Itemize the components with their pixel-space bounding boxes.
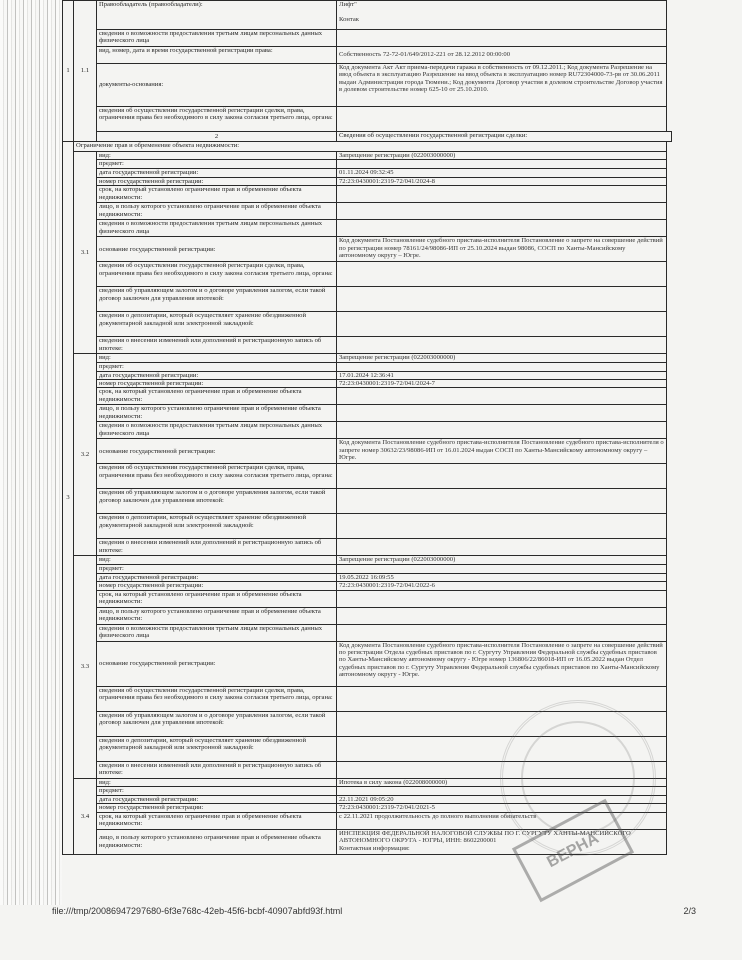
page-number: 2/3 xyxy=(683,906,696,916)
field-label: сведения об управляющем залогом и о договоре управления залогом, если такой договор заключен для управления ипотекой: xyxy=(97,489,337,514)
section-number: 2 xyxy=(97,132,337,142)
field-label: дата государственной регистрации: xyxy=(97,796,337,804)
verified-copy-stamp: ВЕРНА xyxy=(512,799,634,903)
field-label: сведения о возможности предоставления третьим лицам персональных данных физического лица xyxy=(97,624,337,641)
field-value xyxy=(337,489,667,514)
field-label: сведения о депозитарии, который осуществляет хранение обездвиженной документарной закладной или электронной закладной: xyxy=(97,514,337,539)
field-value xyxy=(337,388,667,405)
field-value xyxy=(337,287,667,312)
field-label: лицо, в пользу которого установлено ограничение прав и обременение объекта недвижимости: xyxy=(97,829,337,854)
field-label: сведения о возможности предоставления третьим лицам персональных данных физического лица xyxy=(97,422,337,439)
field-value xyxy=(337,312,667,337)
field-value: Лифт" Контак xyxy=(337,1,667,30)
field-label: сведения о возможности предоставления третьим лицам персональных данных физического лица xyxy=(97,220,337,237)
field-value: Запрещение регистрации (022003000000) xyxy=(337,556,667,564)
field-value xyxy=(337,564,667,573)
field-value: Код документа Акт Акт приема-передачи гаража в собственность от 09.12.2011.; Код документа Разрешение на ввод объекта в эксплуатацию Разрешение на ввод объекта в эксплуатацию номер RU72304000-73-рв от 30.06.2011 выдан Администрация города Тюмени.; Код документа Договор участия в долевом строительстве Договор участия в долевом строительстве номер 625-10 от 25.10.2010. xyxy=(337,64,667,107)
field-value: Ипотека в силу закона (022008000000) xyxy=(337,778,667,786)
field-value xyxy=(337,160,667,169)
field-label: предмет: xyxy=(97,362,337,371)
table-row xyxy=(63,47,672,64)
field-value: Собственность 72-72-01/649/2012-221 от 28.12.2012 00:00:00 xyxy=(337,47,667,64)
field-value: Запрещение регистрации (022003000000) xyxy=(337,152,667,160)
field-value xyxy=(337,405,667,422)
field-label: вид: xyxy=(97,778,337,786)
table-row xyxy=(63,30,672,47)
row-number: 3.4 xyxy=(74,778,97,854)
field-value: Код документа Постановление судебного пристава-исполнителя Постановление о запрете на совершение действий по регистрации номер 78161/24/98086-ИП от 25.10.2024 выдан 98086, СОСП по Ханты-Мансийскому автономному округу – Югре. xyxy=(337,237,667,262)
row-number: 3.1 xyxy=(74,152,97,354)
field-label: сведения об осуществлении государственной регистрации сделки, права, ограничения права без необходимого в силу закона согласия третьего лица, органа: xyxy=(97,262,337,287)
field-value xyxy=(337,686,667,711)
field-value xyxy=(337,220,667,237)
field-label: предмет: xyxy=(97,160,337,169)
table-row xyxy=(63,142,672,152)
field-label: вид: xyxy=(97,556,337,564)
field-value xyxy=(337,186,667,203)
field-value: 72:23:0430001:2319-72/041/2024-7 xyxy=(337,380,667,388)
table-row xyxy=(63,132,672,142)
field-value xyxy=(337,624,667,641)
field-label: сведения о депозитарии, который осуществляет хранение обездвиженной документарной закладной или электронной закладной: xyxy=(97,736,337,761)
field-label: сведения о депозитарии, который осуществляет хранение обездвиженной документарной закладной или электронной закладной: xyxy=(97,312,337,337)
field-value xyxy=(337,464,667,489)
field-label: документы-основания: xyxy=(97,64,337,107)
field-label: основание государственной регистрации: xyxy=(97,439,337,464)
field-label: сведения об осуществлении государственной регистрации сделки, права, ограничения права без необходимого в силу закона согласия третьего лица, органа: xyxy=(97,464,337,489)
field-label: срок, на который установлено ограничение прав и обременение объекта недвижимости: xyxy=(97,388,337,405)
field-label: вид, номер, дата и время государственной регистрации права: xyxy=(97,47,337,64)
field-label: вид: xyxy=(97,152,337,160)
field-value: Код документа Постановление судебного пристава-исполнителя Постановление судебного пристава-исполнителя о запрете номер 30632/23/98086-ИП от 16.01.2024 выдан СОСП по Ханты-Мансийскому автономному округу – Югре. xyxy=(337,439,667,464)
field-value: с 22.11.2021 продолжительность до полного выполнения обязательств xyxy=(337,812,667,829)
table-row xyxy=(63,64,672,107)
field-label: лицо, в пользу которого установлено ограничение прав и обременение объекта недвижимости: xyxy=(97,203,337,220)
section-heading: Ограничение прав и обременение объекта недвижимости: xyxy=(74,142,667,152)
scan-margin-artifact xyxy=(0,0,62,905)
field-label: сведения об осуществлении государственной регистрации сделки, права, ограничения права без необходимого в силу закона согласия третьего лица, органа: xyxy=(97,107,337,132)
field-label: сведения о внесении изменений или дополнений в регистрационную запись об ипотеке: xyxy=(97,337,337,354)
field-value xyxy=(337,262,667,287)
field-value: Код документа Постановление судебного пристава-исполнителя Постановление о запрете на совершение действий по регистрации Отдела судебных приставов по г. Сургуту Управления Федеральной службы судебных приставов по Ханты-Мансийскому автономному округу - Югре номер 136806/22/86018-ИП от 16.05.2022 выдан Отдел судебных приставов по г. Сургуту Управления Федеральной службы судебных приставов по Ханты-Мансийскому автономному округу - Югре. xyxy=(337,641,667,686)
field-label: дата государственной регистрации: xyxy=(97,169,337,177)
field-label: номер государственной регистрации: xyxy=(97,804,337,812)
field-value: ИНСПЕКЦИЯ ФЕДЕРАЛЬНОЙ НАЛОГОВОЙ СЛУЖБЫ ПО Г. СУРГУТУ ХАНТЫ-МАНСИЙСКОГО АВТОНОМНОГО ОКРУГА - ЮГРЫ, ИНН: 8602200001 Контактная информация: xyxy=(337,829,667,854)
field-label: сведения об управляющем залогом и о договоре управления залогом, если такой договор заключен для управления ипотекой: xyxy=(97,287,337,312)
field-label: номер государственной регистрации: xyxy=(97,380,337,388)
field-label: лицо, в пользу которого установлено ограничение прав и обременение объекта недвижимости: xyxy=(97,405,337,422)
field-value: 22.11.2021 09:05:20 xyxy=(337,796,667,804)
row-number: 1.1 xyxy=(74,1,97,142)
field-label: срок, на который установлено ограничение прав и обременение объекта недвижимости: xyxy=(97,186,337,203)
field-label: сведения об управляющем залогом и о договоре управления залогом, если такой договор заключен для управления ипотекой: xyxy=(97,711,337,736)
table-row xyxy=(63,107,672,132)
field-value xyxy=(337,337,667,354)
field-value: Запрещение регистрации (022003000000) xyxy=(337,354,667,362)
field-label: номер государственной регистрации: xyxy=(97,582,337,590)
field-label: дата государственной регистрации: xyxy=(97,573,337,581)
section-number: 3 xyxy=(63,142,74,855)
field-label: лицо, в пользу которого установлено ограничение прав и обременение объекта недвижимости: xyxy=(97,607,337,624)
field-label: предмет: xyxy=(97,787,337,796)
field-label: основание государственной регистрации: xyxy=(97,641,337,686)
field-label: сведения о внесении изменений или дополнений в регистрационную запись об ипотеке: xyxy=(97,539,337,556)
field-value xyxy=(337,607,667,624)
field-label: номер государственной регистрации: xyxy=(97,177,337,185)
field-value: 72:23:0430001:2319-72/041/2022-6 xyxy=(337,582,667,590)
field-value: 17.01.2024 12:36:41 xyxy=(337,371,667,379)
field-label: срок, на который установлено ограничение прав и обременение объекта недвижимости: xyxy=(97,812,337,829)
row-number: 3.2 xyxy=(74,354,97,556)
field-value xyxy=(337,30,667,47)
field-label: основание государственной регистрации: xyxy=(97,237,337,262)
field-value xyxy=(337,203,667,220)
field-label: сведения о внесении изменений или дополнений в регистрационную запись об ипотеке: xyxy=(97,761,337,778)
field-value xyxy=(337,514,667,539)
field-value xyxy=(337,362,667,371)
section-number: 1 xyxy=(63,1,74,142)
field-value: 19.05.2022 16:09:55 xyxy=(337,573,667,581)
file-path-footer: file:///tmp/20086947297680-6f3e768c-42eb-45f6-bcbf-40907abfd93f.html xyxy=(52,906,343,916)
section-heading: Сведения об осуществлении государственной регистрации сделки: xyxy=(337,132,672,142)
field-label: сведения об осуществлении государственной регистрации сделки, права, ограничения права без необходимого в силу закона согласия третьего лица, органа: xyxy=(97,686,337,711)
field-value: 01.11.2024 09:32:45 xyxy=(337,169,667,177)
field-label: сведения о возможности предоставления третьим лицам персональных данных физического лица xyxy=(97,30,337,47)
field-label: Правообладатель (правообладатели): xyxy=(97,1,337,30)
field-label: вид: xyxy=(97,354,337,362)
field-label: дата государственной регистрации: xyxy=(97,371,337,379)
field-value xyxy=(337,590,667,607)
row-number: 3.3 xyxy=(74,556,97,778)
field-label: предмет: xyxy=(97,564,337,573)
field-value xyxy=(337,107,667,132)
field-value: 72:23:0430001:2319-72/041/2021-5 xyxy=(337,804,667,812)
table-row xyxy=(63,1,672,30)
field-value xyxy=(337,539,667,556)
field-label: срок, на который установлено ограничение прав и обременение объекта недвижимости: xyxy=(97,590,337,607)
field-value xyxy=(337,422,667,439)
field-value: 72:23:0430001:2319-72/041/2024-8 xyxy=(337,177,667,185)
